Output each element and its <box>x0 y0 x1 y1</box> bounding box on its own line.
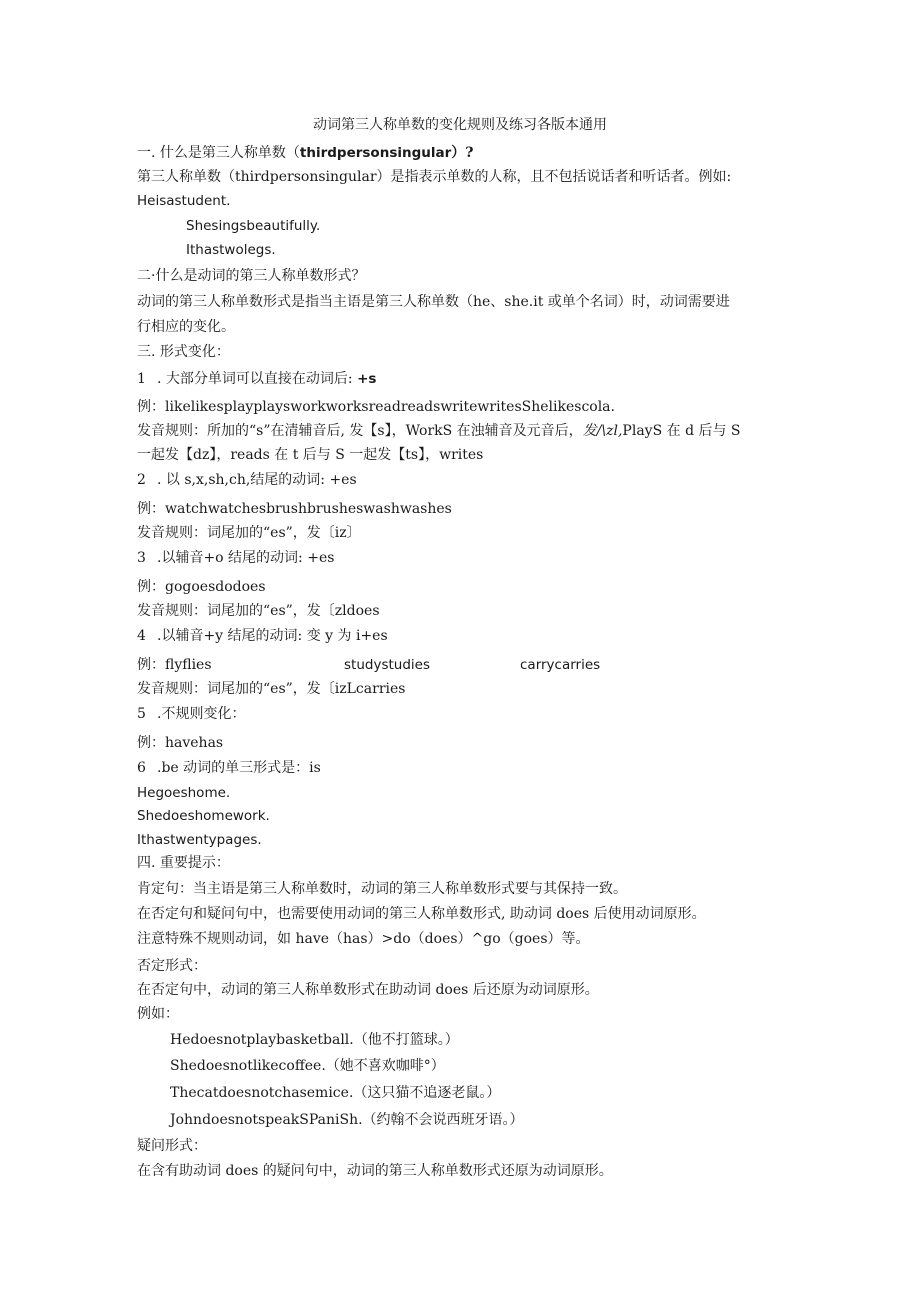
rule-1-pron-b: 发/\zl, <box>582 423 623 439</box>
rule-1-text: . 大部分单词可以直接在动词后: <box>157 371 358 387</box>
rule-5-example: 例：havehas <box>137 735 224 751</box>
negative-example: Hedoesnotplaybasketball.（他不打篮球。） <box>170 1032 459 1048</box>
rule-1-example: 例：likelikesplayplaysworkworksreadreadswritewritesShelikescola. <box>137 399 615 415</box>
rule-1-pron-a: 发音规则：所加的“s”在清辅音后, 发【s】，WorkS 在浊辅音及元音后， <box>137 423 583 439</box>
rule-2-text: . 以 s,x,sh,ch,结尾的动词: +es <box>157 472 357 488</box>
section-3-heading: 三. 形式变化： <box>137 344 230 360</box>
rule-3-text: .以辅音+o 结尾的动词: +es <box>157 550 335 566</box>
section-1-desc: 第三人称单数（thirdpersonsingular）是指表示单数的人称，且不包括说话者和听话者。例如: <box>137 169 732 185</box>
example-sentence: Ithastwolegs. <box>186 242 276 258</box>
negative-example: Thecatdoesnotchasemice.（这只猫不追逐老鼠。） <box>170 1085 501 1101</box>
section-2-desc-1: 动词的第三人称单数形式是指当主语是第三人称单数（he、she.it 或单个名词）时，动词需要进 <box>137 294 730 310</box>
section-1-term: thirdpersonsingular <box>299 145 452 161</box>
rule-number: 3 <box>137 550 146 566</box>
rule-5-text: .不规则变化： <box>157 706 246 722</box>
rule-4-example-1: 例：flyflies <box>137 657 212 673</box>
section-2-desc-2: 行相应的变化。 <box>137 319 235 335</box>
rule-3-example: 例：gogoesdodoes <box>137 579 266 595</box>
example-sentence: Ithastwentypages. <box>137 832 262 848</box>
tip-line-1: 肯定句：当主语是第三人称单数时，动词的第三人称单数形式要与其保持一致。 <box>137 881 627 897</box>
example-label: 例如： <box>137 1006 179 1022</box>
rule-number: 6 <box>137 760 146 776</box>
tip-line-3: 注意特殊不规则动词，如 have（has）>do（does）^go（goes）等。 <box>137 931 590 947</box>
rule-3-pronunciation: 发音规则：词尾加的“es”，发〔zldoes <box>137 603 380 619</box>
negative-desc: 在否定句中，动词的第三人称单数形式在助动词 does 后还原为动词原形。 <box>137 982 599 998</box>
rule-2-pronunciation: 发音规则：词尾加的“es”，发〔iz〕 <box>137 525 361 541</box>
rule-1 <box>137 369 376 389</box>
rule-number: 2 <box>137 472 146 488</box>
section-1-suffix: ）? <box>451 145 474 161</box>
section-1-prefix: 一. 什么是第三人称单数（ <box>137 145 300 161</box>
example-sentence: Hegoeshome. <box>137 785 231 801</box>
rule-4 <box>137 626 388 646</box>
question-heading: 疑问形式： <box>137 1138 207 1154</box>
tip-line-2: 在否定句和疑问句中，也需要使用动词的第三人称单数形式, 助动词 does 后使用动词原形。 <box>137 906 706 922</box>
rule-number: 1 <box>137 371 146 387</box>
question-desc: 在含有助动词 does 的疑问句中，动词的第三人称单数形式还原为动词原形。 <box>137 1163 613 1179</box>
negative-example: JohndoesnotspeakSPaniSh.（约翰不会说西班牙语。） <box>170 1112 524 1128</box>
rule-2 <box>137 470 357 490</box>
rule-4-example-2: studystudies <box>344 657 430 673</box>
rule-1-pron-c: PlayS 在 d 后与 S <box>622 423 741 439</box>
rule-number: 4 <box>137 628 146 644</box>
rule-3 <box>137 548 334 568</box>
example-sentence: Heisastudent. <box>137 193 231 209</box>
rule-2-example: 例：watchwatchesbrushbrusheswashwashes <box>137 501 452 517</box>
section-1-heading <box>137 143 473 163</box>
rule-4-pronunciation: 发音规则：词尾加的“es”，发〔izLcarries <box>137 681 406 697</box>
rule-1-pronunciation-1 <box>137 421 741 441</box>
negative-heading: 否定形式： <box>137 958 207 974</box>
rule-4-text: .以辅音+y 结尾的动词: 变 y 为 i+es <box>157 628 388 644</box>
example-sentence: Shedoeshomework. <box>137 808 270 824</box>
rule-5 <box>137 704 245 724</box>
rule-6-text: .be 动词的单三形式是：is <box>157 760 321 776</box>
doc-title: 动词第三人称单数的变化规则及练习各版本通用 <box>313 117 607 133</box>
section-4-heading: 四. 重要提示： <box>137 855 230 871</box>
rule-4-example-3: carrycarries <box>520 657 601 673</box>
section-2-heading: 二·什么是动词的第三人称单数形式？ <box>137 268 366 284</box>
rule-1-suffix: +s <box>357 371 377 387</box>
rule-6 <box>137 758 321 778</box>
rule-number: 5 <box>137 706 146 722</box>
negative-example: Shedoesnotlikecoffee.（她不喜欢咖啡°） <box>170 1058 445 1074</box>
example-sentence: Shesingsbeautifully. <box>186 218 321 234</box>
rule-1-pronunciation-2: 一起发【dz】，reads 在 t 后与 S 一起发【ts】，writes <box>137 447 484 463</box>
